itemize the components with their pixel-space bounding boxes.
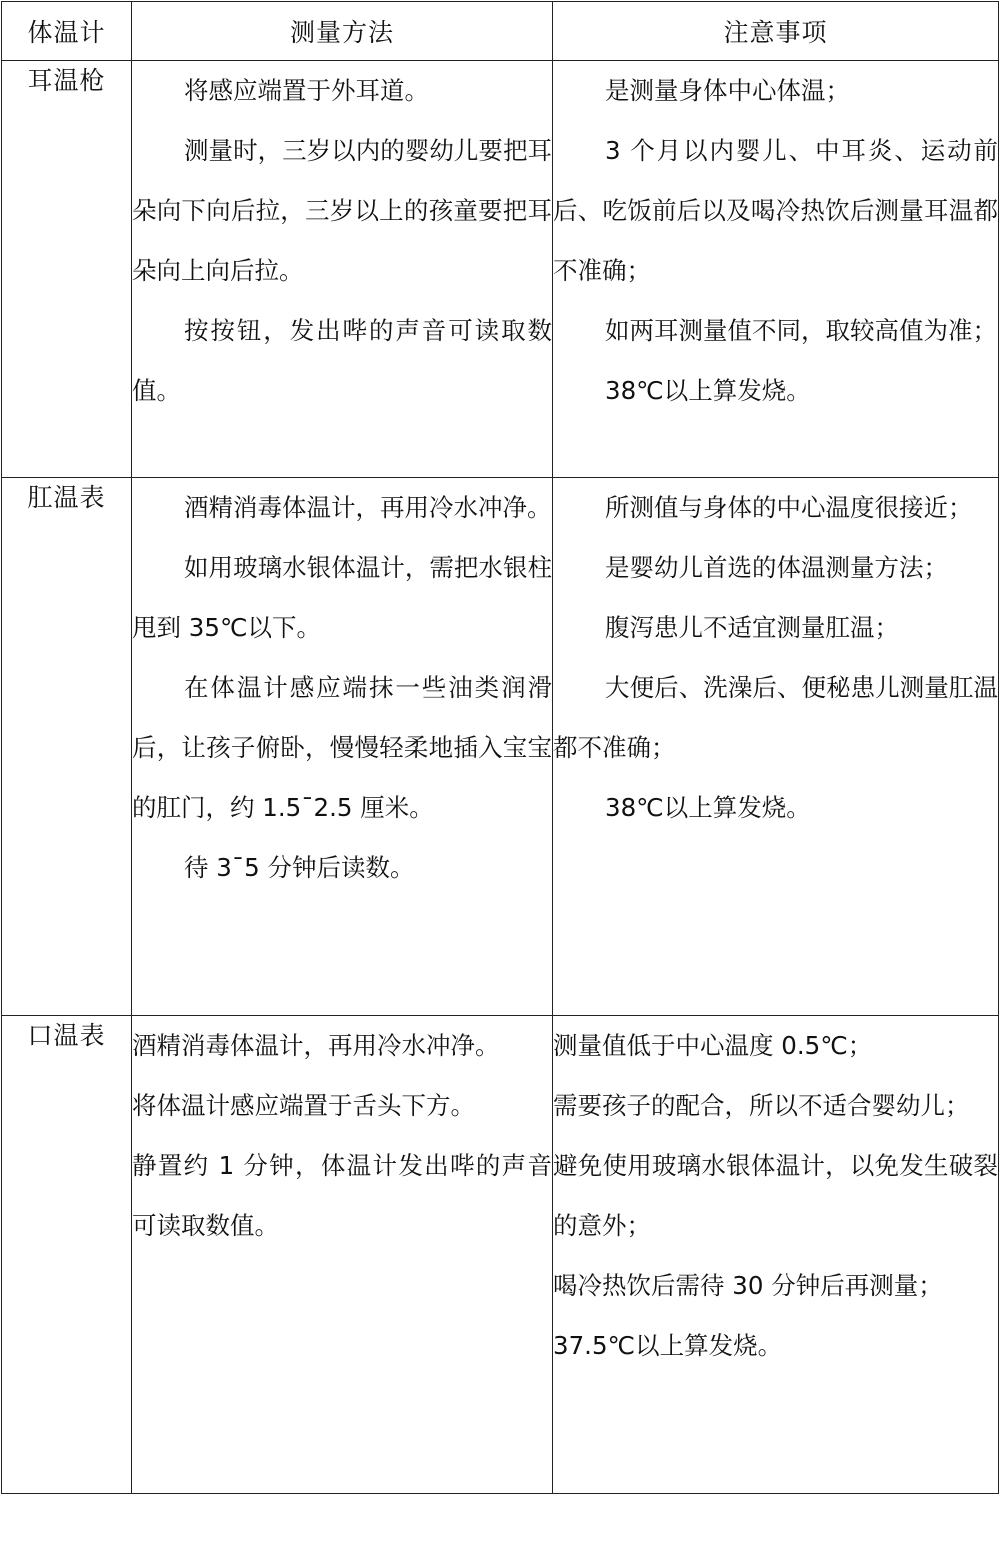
note-item: 37.5℃以上算发烧。 bbox=[553, 1331, 783, 1360]
row-type-ear: 耳温枪 bbox=[2, 61, 132, 478]
header-type: 体温计 bbox=[2, 2, 132, 61]
note-item: 避免使用玻璃水银体温计，以免发生破裂的意外； bbox=[553, 1151, 998, 1240]
method-item: 将感应端置于外耳道。 bbox=[184, 76, 429, 105]
notes-cell-oral bbox=[553, 1016, 999, 1494]
note-item: 是婴幼儿首选的体温测量方法； bbox=[605, 553, 948, 582]
notes-cell-rectal bbox=[553, 478, 999, 1016]
note-item: 38℃以上算发烧。 bbox=[605, 793, 811, 822]
note-item: 喝冷热饮后需待 30 分钟后再测量； bbox=[553, 1271, 943, 1300]
note-item: 是测量身体中心体温； bbox=[605, 76, 850, 105]
method-item: 静置约 1 分钟，体温计发出哔的声音可读取数值。 bbox=[132, 1151, 552, 1240]
table-row bbox=[2, 478, 999, 1016]
method-cell-ear bbox=[132, 61, 553, 478]
thermometer-table bbox=[1, 1, 999, 1494]
method-item: 在体温计感应端抹一些油类润滑后，让孩子俯卧，慢慢轻柔地插入宝宝的肛门，约 1.5¯2.5 厘米。 bbox=[132, 673, 552, 822]
note-item: 大便后、洗澡后、便秘患儿测量肛温都不准确； bbox=[553, 673, 998, 762]
notes-cell-ear bbox=[553, 61, 999, 478]
table-header-row bbox=[2, 2, 999, 61]
note-item: 所测值与身体的中心温度很接近； bbox=[605, 493, 973, 522]
note-item: 需要孩子的配合，所以不适合婴幼儿； bbox=[553, 1091, 970, 1120]
note-item: 测量值低于中心温度 0.5℃； bbox=[553, 1031, 873, 1060]
table-row bbox=[2, 61, 999, 478]
method-item: 酒精消毒体温计，再用冷水冲净。 bbox=[132, 1031, 500, 1060]
row-type-rectal: 肛温表 bbox=[2, 478, 132, 1016]
note-item: 如两耳测量值不同，取较高值为准； bbox=[605, 316, 997, 345]
method-item: 待 3¯5 分钟后读数。 bbox=[184, 853, 415, 882]
method-item: 按按钮，发出哔的声音可读取数值。 bbox=[132, 316, 552, 405]
note-item: 腹泻患儿不适宜测量肛温； bbox=[605, 613, 899, 642]
row-type-oral: 口温表 bbox=[2, 1016, 132, 1494]
header-notes: 注意事项 bbox=[553, 2, 999, 61]
note-item: 38℃以上算发烧。 bbox=[605, 376, 811, 405]
method-cell-oral bbox=[132, 1016, 553, 1494]
header-method: 测量方法 bbox=[132, 2, 553, 61]
note-item: 3 个月以内婴儿、中耳炎、运动前后、吃饭前后以及喝冷热饮后测量耳温都不准确； bbox=[553, 136, 998, 285]
method-cell-rectal bbox=[132, 478, 553, 1016]
method-item: 如用玻璃水银体温计，需把水银柱甩到 35℃以下。 bbox=[132, 553, 552, 642]
method-item: 将体温计感应端置于舌头下方。 bbox=[132, 1091, 475, 1120]
method-item: 酒精消毒体温计，再用冷水冲净。 bbox=[184, 493, 552, 522]
table-row bbox=[2, 1016, 999, 1494]
method-item: 测量时，三岁以内的婴幼儿要把耳朵向下向后拉，三岁以上的孩童要把耳朵向上向后拉。 bbox=[132, 136, 552, 285]
